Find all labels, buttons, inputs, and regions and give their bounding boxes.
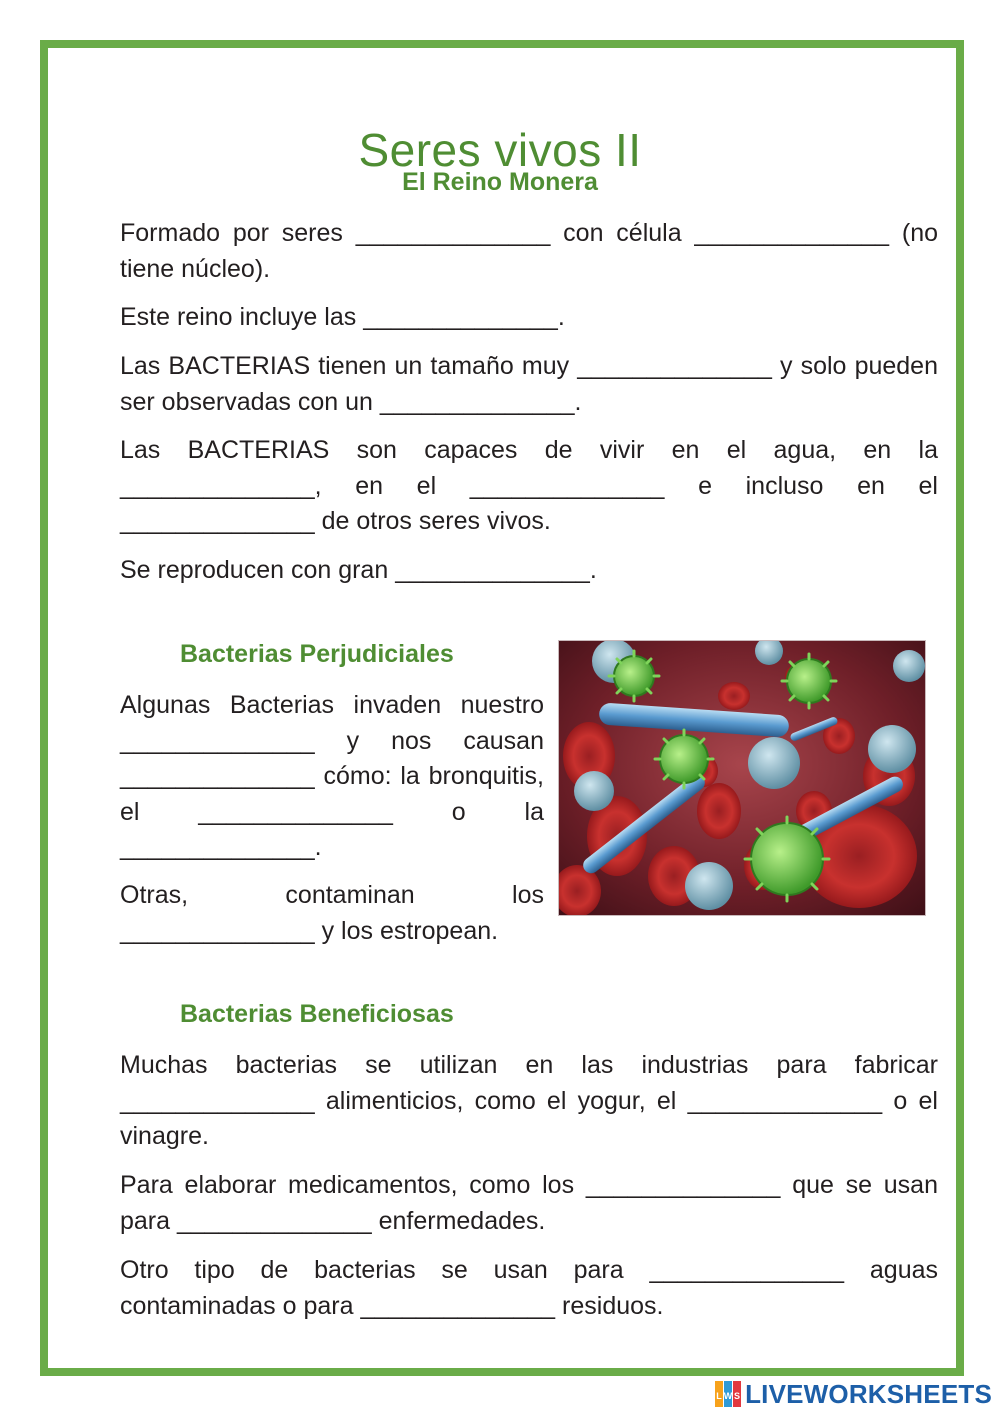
blank-vivir-2[interactable]: ______________ (469, 471, 665, 500)
blank-causan[interactable]: ______________ (120, 762, 315, 790)
section-title-monera: El Reino Monera (402, 168, 598, 196)
blank-enfermedad-2[interactable]: ______________ (120, 833, 315, 861)
paragraph-monera-4: Las BACTERIAS son capaces de vivir en el agua, en la ______________, en el ______________ e incluso en el ______________ de otros seres vivos. (120, 436, 938, 535)
paragraph-perjudiciales-2: Otras, contaminan los ______________ y los estropean. (120, 881, 544, 945)
paragraph-beneficiosas-3: Otro tipo de bacterias se usan para ______________ aguas contaminadas o para ______________ residuos. (120, 1256, 939, 1320)
blank-incluye[interactable]: ______________ (363, 303, 558, 331)
paragraph-beneficiosas-1: Muchas bacterias se utilizan en las industrias para fabricar ______________ alimenticios, como el yogur, el ______________ o el vinagre. (120, 1051, 938, 1150)
blank-vivir-3[interactable]: ______________ (120, 507, 315, 535)
heading-perjudiciales: Bacterias Perjudiciales (180, 640, 454, 668)
blank-celula[interactable]: ______________ (694, 219, 890, 247)
blank-observadas[interactable]: ______________ (379, 387, 575, 416)
svg-text:S: S (734, 1391, 741, 1401)
liveworksheets-logo (715, 1379, 992, 1409)
blank-tamano[interactable]: ______________ (577, 352, 772, 380)
blank-aguas[interactable]: ______________ (649, 1256, 845, 1284)
svg-text:L: L (716, 1391, 722, 1401)
paragraph-perjudiciales-1: Algunas Bacterias invaden nuestro ______________ y nos causan ______________ cómo: la bronquitis, el ______________ o la ______________. (120, 691, 544, 861)
paragraph-monera-2: Este reino incluye las ______________. (120, 303, 565, 331)
paragraph-monera-1: Formado por seres ______________ con célula ______________ (no tiene núcleo). (120, 219, 938, 283)
blank-enfermedad-1[interactable]: ______________ (198, 797, 393, 826)
blank-medicamentos[interactable]: ______________ (585, 1171, 781, 1199)
blank-reproducen[interactable]: ______________ (395, 556, 590, 584)
svg-text:W: W (723, 1391, 733, 1401)
blank-contaminan[interactable]: ______________ (120, 916, 315, 945)
paragraph-monera-3: Las BACTERIAS tienen un tamaño muy ______________ y solo pueden ser observadas con un ______________. (120, 352, 938, 416)
paragraph-monera-5: Se reproducen con gran ______________. (120, 556, 597, 584)
blank-yogur[interactable]: ______________ (687, 1086, 883, 1115)
blank-seres[interactable]: ______________ (355, 219, 551, 247)
liveworksheets-mark-icon (715, 1381, 741, 1407)
logo-text: LIVEWORKSHEETS (745, 1378, 992, 1409)
bacteria-illustration (558, 640, 926, 916)
page-title: Seres vivos II (358, 123, 642, 176)
blank-vivir-1[interactable]: ______________ (120, 471, 315, 500)
blank-residuos[interactable]: ______________ (360, 1291, 556, 1320)
blank-enfermedades[interactable]: ______________ (176, 1206, 372, 1235)
blank-invaden[interactable]: ______________ (120, 726, 315, 755)
heading-beneficiosas: Bacterias Beneficiosas (180, 1000, 454, 1028)
blank-fabricar[interactable]: ______________ (120, 1086, 315, 1115)
paragraph-beneficiosas-2: Para elaborar medicamentos, como los ______________ que se usan para ______________ enfermedades. (120, 1171, 938, 1235)
